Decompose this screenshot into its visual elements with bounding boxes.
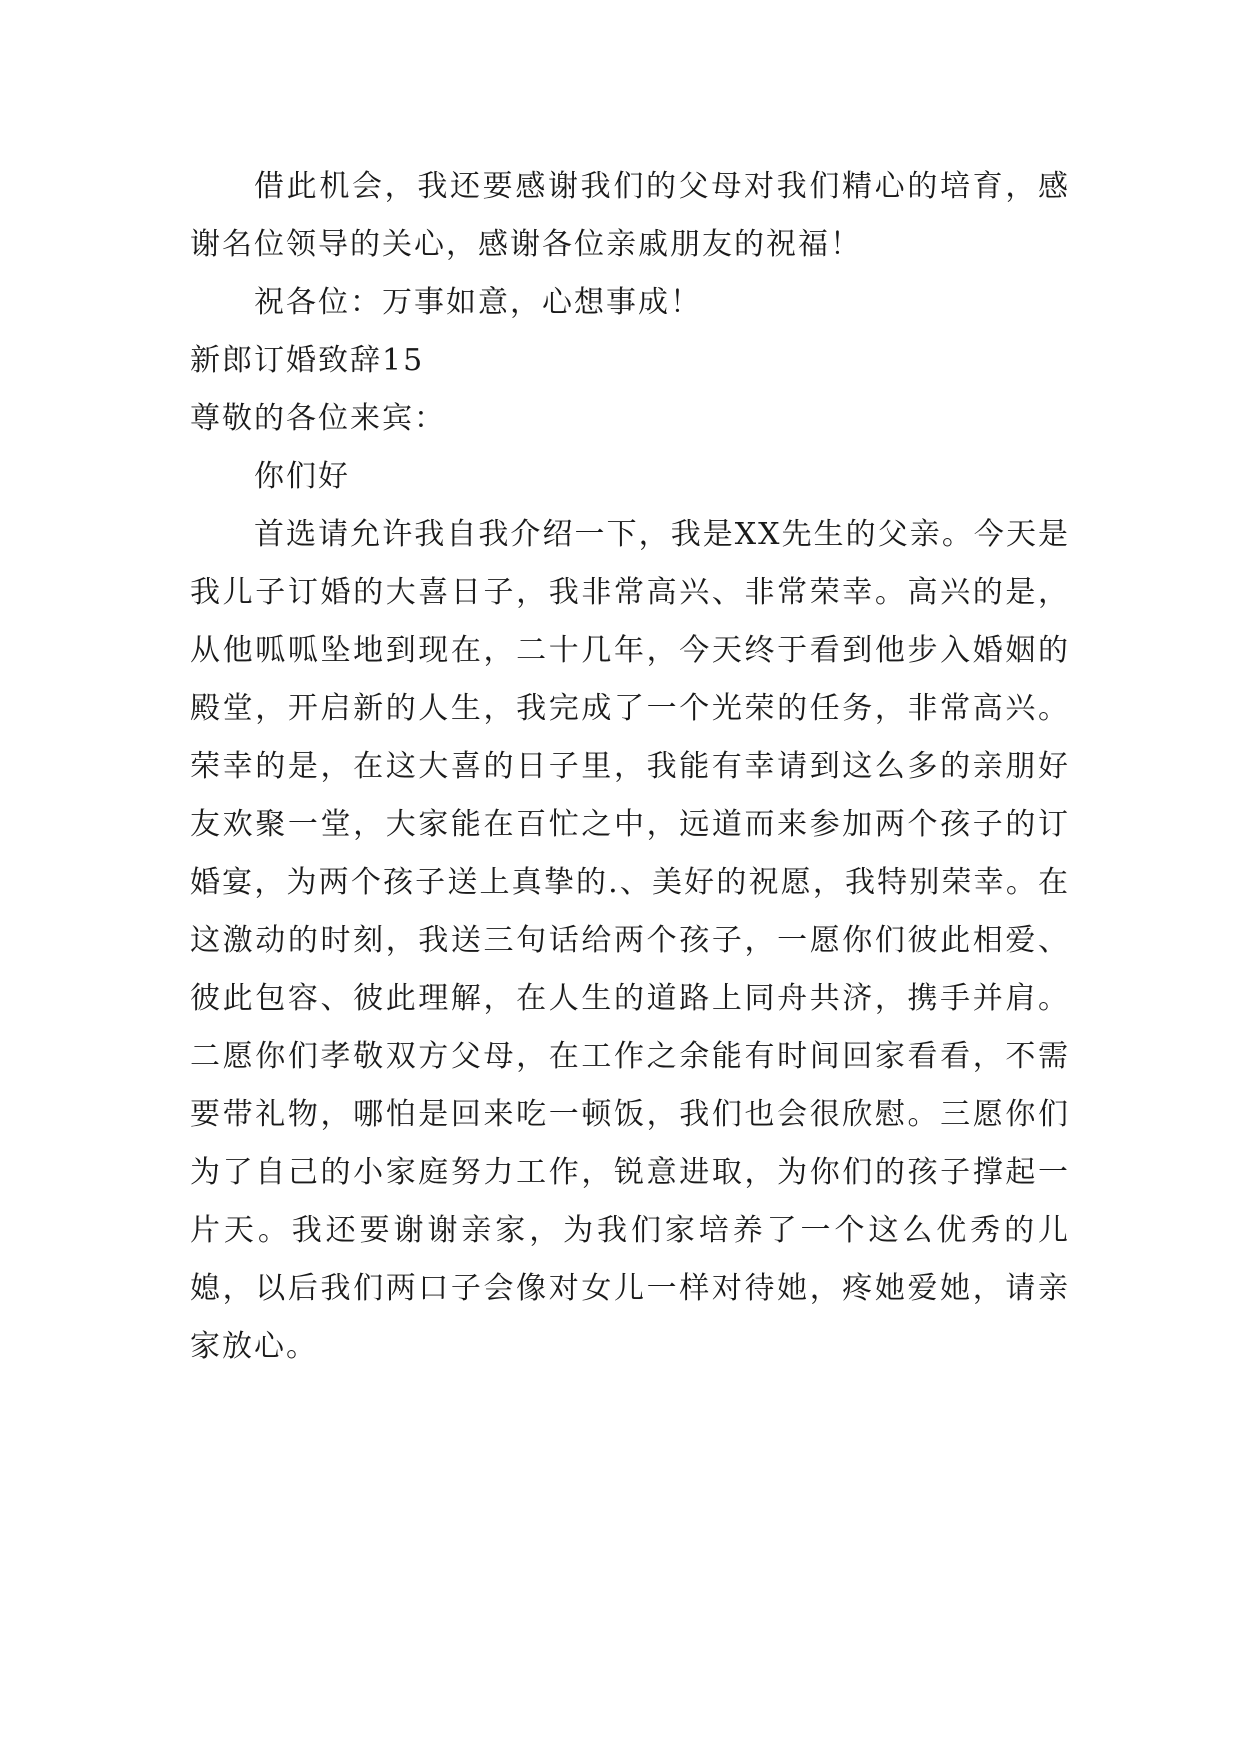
document-body <box>190 158 1070 1376</box>
salutation: 尊敬的各位来宾： <box>190 401 446 436</box>
greeting: 你们好 <box>254 459 350 494</box>
paragraph-speech-body: 首选请允许我自我介绍一下，我是XX先生的父亲。今天是我儿子订婚的大喜日子，我非常高兴、非常荣幸。高兴的是，从他呱呱坠地到现在，二十几年，今天终于看到他步入婚姻的殿堂，开启新的人生，我完成了一个光荣的任务，非常高兴。荣幸的是，在这大喜的日子里，我能有幸请到这么多的亲朋好友欢聚一堂，大家能在百忙之中，远道而来参加两个孩子的订婚宴，为两个孩子送上真挚的.、美好的祝愿，我特别荣幸。在这激动的时刻，我送三句话给两个孩子，一愿你们彼此相爱、彼此包容、彼此理解，在人生的道路上同舟共济，携手并肩。二愿你们孝敬双方父母，在工作之余能有时间回家看看，不需要带礼物，哪怕是回来吃一顿饭，我们也会很欣慰。三愿你们为了自己的小家庭努力工作，锐意进取，为你们的孩子撑起一片天。我还要谢谢亲家，为我们家培养了一个这么优秀的儿媳，以后我们两口子会像对女儿一样对待她，疼她爱她，请亲家放心。 <box>190 517 1070 1364</box>
paragraph-wishes: 祝各位：万事如意，心想事成！ <box>254 285 702 320</box>
paragraph-thanks: 借此机会，我还要感谢我们的父母对我们精心的培育，感谢名位领导的关心，感谢各位亲戚朋友的祝福！ <box>190 169 1070 262</box>
section-title: 新郎订婚致辞15 <box>190 343 425 378</box>
